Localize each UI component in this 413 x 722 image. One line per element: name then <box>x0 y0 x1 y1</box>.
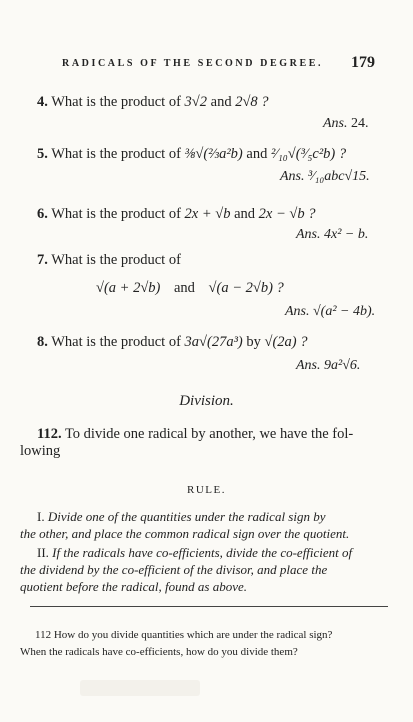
problem-text: What is the product of <box>51 94 181 110</box>
expression-a: 3√2 <box>184 94 208 110</box>
running-header: RADICALS OF THE SECOND DEGREE. <box>62 58 324 69</box>
expression-a: ⅜√(⅔a²b) <box>184 146 243 162</box>
expression-b: √(2a) ? <box>264 334 308 350</box>
answer-4: Ans. 24. <box>323 116 369 131</box>
conjunction: and <box>246 146 268 162</box>
rule-item-1-line2: the other, and place the common radical sign over the quotient. <box>20 526 350 541</box>
answer-5: Ans. ³⁄₁₀abc√15. <box>280 169 370 184</box>
answer-6: Ans. 4x² − b. <box>296 227 369 242</box>
problem-text: What is the product of <box>51 334 181 350</box>
problem-number: 4. <box>37 94 48 110</box>
conjunction: and <box>173 280 195 296</box>
expression-a: √(a + 2√b) <box>96 280 161 296</box>
problem-text: What is the product of <box>51 206 181 222</box>
footnote-line1: 112 How do you divide quantities which are under the radical sign? <box>35 629 333 641</box>
problem-number: 8. <box>37 334 48 350</box>
conjunction: by <box>246 334 261 350</box>
problem-number: 6. <box>37 206 48 222</box>
expression-a: 3a√(27a³) <box>184 334 243 350</box>
expression-b: 2x − √b ? <box>258 206 316 222</box>
expression-b: 2√8 ? <box>235 94 269 110</box>
rule-item-2-line1: II. If the radicals have co-efficients, divide the co-efficient of <box>37 545 353 560</box>
problem-5 <box>37 146 346 163</box>
problem-number: 7. <box>37 252 48 268</box>
faded-stamp <box>80 680 200 696</box>
problem-text: What is the product of <box>51 146 181 162</box>
page-number: 179 <box>351 54 375 71</box>
problem-4 <box>37 94 269 111</box>
rule-numeral: I. <box>37 509 45 524</box>
problem-text: What is the product of <box>51 252 181 268</box>
article-112-line1: 112. To divide one radical by another, we have the fol- <box>37 426 354 442</box>
problem-8 <box>37 334 308 351</box>
rule-numeral: II. <box>37 545 49 560</box>
problem-number: 5. <box>37 146 48 162</box>
expression-b: ²⁄₁₀√(³⁄₅c²b) ? <box>270 146 347 162</box>
rule-item-2-line2: the dividend by the co-efficient of the divisor, and place the <box>20 562 328 577</box>
footnote-line2: When the radicals have co-efficients, how do you divide them? <box>20 646 298 658</box>
problem-7-expressions <box>96 280 284 297</box>
conjunction: and <box>234 206 256 222</box>
section-title: Division. <box>179 393 234 409</box>
rule-heading: RULE. <box>187 484 226 496</box>
rule-item-1-line1: I. Divide one of the quantities under the radical sign by <box>37 509 326 524</box>
problem-7 <box>37 252 181 269</box>
answer-8: Ans. 9a²√6. <box>296 358 361 373</box>
answer-7: Ans. √(a² − 4b). <box>285 304 376 319</box>
article-number: 112. <box>37 426 62 442</box>
problem-6 <box>37 206 315 223</box>
article-112-line2: lowing <box>20 443 61 459</box>
footnote-divider <box>30 606 388 607</box>
rule-item-2-line3: quotient before the radical, found as above. <box>20 579 247 594</box>
expression-a: 2x + √b <box>184 206 231 222</box>
expression-b: √(a − 2√b) ? <box>208 280 284 296</box>
conjunction: and <box>210 94 232 110</box>
